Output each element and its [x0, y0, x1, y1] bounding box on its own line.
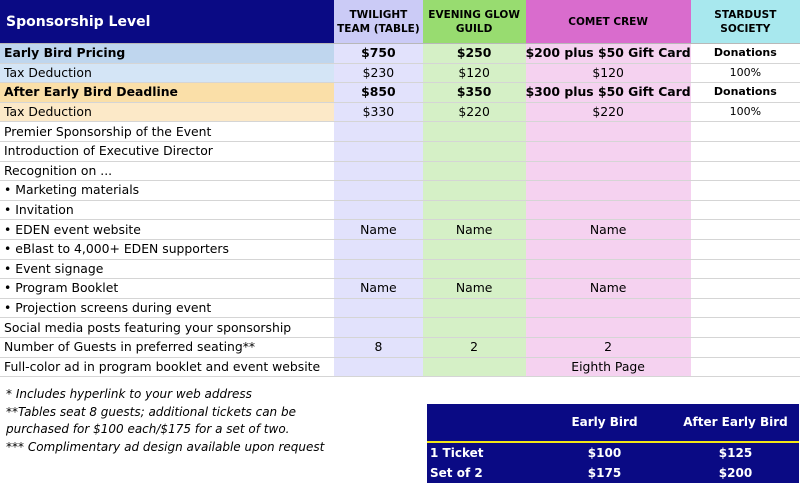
benefit-cell: [526, 181, 691, 201]
price-cell: Donations: [691, 44, 800, 64]
price-cell: Donations: [691, 83, 800, 103]
price-cell: $350: [423, 83, 526, 103]
row-label: • Program Booklet: [0, 279, 334, 299]
benefit-row: [0, 141, 800, 161]
benefit-cell: [423, 161, 526, 181]
benefit-row: [0, 122, 800, 142]
value-cell: $330: [334, 102, 423, 122]
benefit-cell: Name: [423, 279, 526, 299]
benefit-cell: [691, 357, 800, 377]
value-cell: $230: [334, 63, 423, 83]
row-label: • EDEN event website: [0, 220, 334, 240]
benefit-cell: [423, 259, 526, 279]
sponsorship-level-heading: Sponsorship Level: [0, 0, 334, 44]
benefit-row: [0, 161, 800, 181]
benefit-cell: [526, 122, 691, 142]
benefit-cell: [691, 181, 800, 201]
ticket-label: 1 Ticket: [430, 445, 484, 460]
benefit-row: [0, 220, 800, 240]
value-cell: 100%: [691, 63, 800, 83]
row-label: • Projection screens during event: [0, 298, 334, 318]
benefit-row: [0, 279, 800, 299]
benefit-cell: [526, 141, 691, 161]
benefit-row: [0, 259, 800, 279]
benefit-cell: [691, 298, 800, 318]
benefit-cell: [526, 318, 691, 338]
benefit-row: [0, 298, 800, 318]
row-label: • eBlast to 4,000+ EDEN supporters: [0, 239, 334, 259]
ticket-price-header: [427, 404, 799, 442]
value-cell: $220: [526, 102, 691, 122]
benefit-row: [0, 337, 800, 357]
row-label: Social media posts featuring your sponsorship: [0, 318, 334, 338]
benefit-cell: [423, 239, 526, 259]
benefit-cell: [334, 259, 423, 279]
benefit-cell: Name: [334, 220, 423, 240]
value-cell: 100%: [691, 102, 800, 122]
benefit-cell: [334, 122, 423, 142]
ticket-price: $125: [718, 445, 753, 460]
benefit-cell: [691, 161, 800, 181]
benefit-cell: Name: [334, 279, 423, 299]
ticket-price-table: [427, 404, 799, 483]
tax-deduction-row: [0, 63, 800, 83]
value-cell: $220: [423, 102, 526, 122]
ticket-price: $175: [587, 465, 622, 480]
after-early-bird-row: [0, 83, 800, 103]
row-label: • Event signage: [0, 259, 334, 279]
benefit-cell: Name: [423, 220, 526, 240]
footnote: * Includes hyperlink to your web address: [6, 387, 252, 401]
price-cell: $200 plus $50 Gift Card: [526, 44, 691, 64]
benefit-cell: [334, 161, 423, 181]
benefit-cell: [691, 239, 800, 259]
benefit-cell: Eighth Page: [526, 357, 691, 377]
benefit-cell: [334, 318, 423, 338]
tier-evening-glow-guild: EVENING GLOW GUILD: [423, 0, 526, 44]
benefit-cell: [691, 318, 800, 338]
benefit-cell: [526, 259, 691, 279]
row-label: • Invitation: [0, 200, 334, 220]
benefit-cell: [334, 181, 423, 201]
row-label: Early Bird Pricing: [0, 44, 334, 64]
footnote: **Tables seat 8 guests; additional tickets can be: [6, 404, 296, 419]
ticket-price: $200: [718, 465, 753, 480]
benefit-row: [0, 200, 800, 220]
value-cell: $120: [526, 63, 691, 83]
value-cell: $120: [423, 63, 526, 83]
benefit-cell: [691, 122, 800, 142]
ticket-price-row: [427, 463, 799, 483]
benefit-cell: [334, 357, 423, 377]
benefit-row: [0, 181, 800, 201]
row-label: After Early Bird Deadline: [0, 83, 334, 103]
benefit-cell: [526, 298, 691, 318]
row-label: Tax Deduction: [0, 63, 334, 83]
benefit-cell: [334, 141, 423, 161]
benefit-cell: [423, 318, 526, 338]
benefit-cell: Name: [526, 220, 691, 240]
ticket-label: Set of 2: [430, 465, 483, 480]
benefit-cell: 8: [334, 337, 423, 357]
tier-stardust-society: STARDUST SOCIETY: [691, 0, 800, 44]
price-cell: $250: [423, 44, 526, 64]
benefit-cell: [691, 141, 800, 161]
footnotes: [6, 386, 324, 456]
benefit-cell: 2: [423, 337, 526, 357]
price-cell: $850: [334, 83, 423, 103]
early-bird-header: Early Bird: [537, 404, 672, 442]
benefit-cell: [691, 259, 800, 279]
benefit-cell: [423, 357, 526, 377]
row-label: Full-color ad in program booklet and event website: [0, 357, 334, 377]
row-label: Introduction of Executive Director: [0, 141, 334, 161]
benefit-cell: [423, 200, 526, 220]
ticket-type-header: [427, 404, 537, 442]
benefit-cell: [334, 200, 423, 220]
benefit-row: [0, 318, 800, 338]
tier-twilight-team: TWILIGHT TEAM (TABLE): [334, 0, 423, 44]
benefit-cell: [334, 298, 423, 318]
benefit-cell: [526, 239, 691, 259]
after-early-bird-header: After Early Bird: [672, 404, 799, 442]
ticket-price-row: [427, 442, 799, 463]
benefit-row: [0, 357, 800, 377]
price-cell: $750: [334, 44, 423, 64]
footnote: purchased for $100 each/$175 for a set of two.: [6, 422, 290, 437]
benefit-cell: [526, 200, 691, 220]
benefit-cell: [423, 122, 526, 142]
tier-comet-crew: COMET CREW: [526, 0, 691, 44]
benefit-row: [0, 239, 800, 259]
early-bird-pricing-row: [0, 44, 800, 64]
benefit-cell: [423, 141, 526, 161]
row-label: Tax Deduction: [0, 102, 334, 122]
benefit-cell: [334, 239, 423, 259]
benefit-cell: [691, 337, 800, 357]
tier-header-row: [0, 0, 800, 44]
benefit-cell: [691, 200, 800, 220]
benefit-cell: 2: [526, 337, 691, 357]
footnote: *** Complimentary ad design available upon request: [6, 439, 325, 454]
benefit-cell: Name: [526, 279, 691, 299]
ticket-price: $100: [587, 445, 622, 460]
row-label: • Marketing materials: [0, 181, 334, 201]
benefit-cell: [423, 181, 526, 201]
row-label: Recognition on ...: [0, 161, 334, 181]
tax-deduction-row: [0, 102, 800, 122]
row-label: Number of Guests in preferred seating**: [0, 337, 334, 357]
benefit-cell: [423, 298, 526, 318]
price-cell: $300 plus $50 Gift Card: [526, 83, 691, 103]
row-label: Premier Sponsorship of the Event: [0, 122, 334, 142]
benefit-cell: [691, 220, 800, 240]
benefit-cell: [526, 161, 691, 181]
benefit-cell: [691, 279, 800, 299]
